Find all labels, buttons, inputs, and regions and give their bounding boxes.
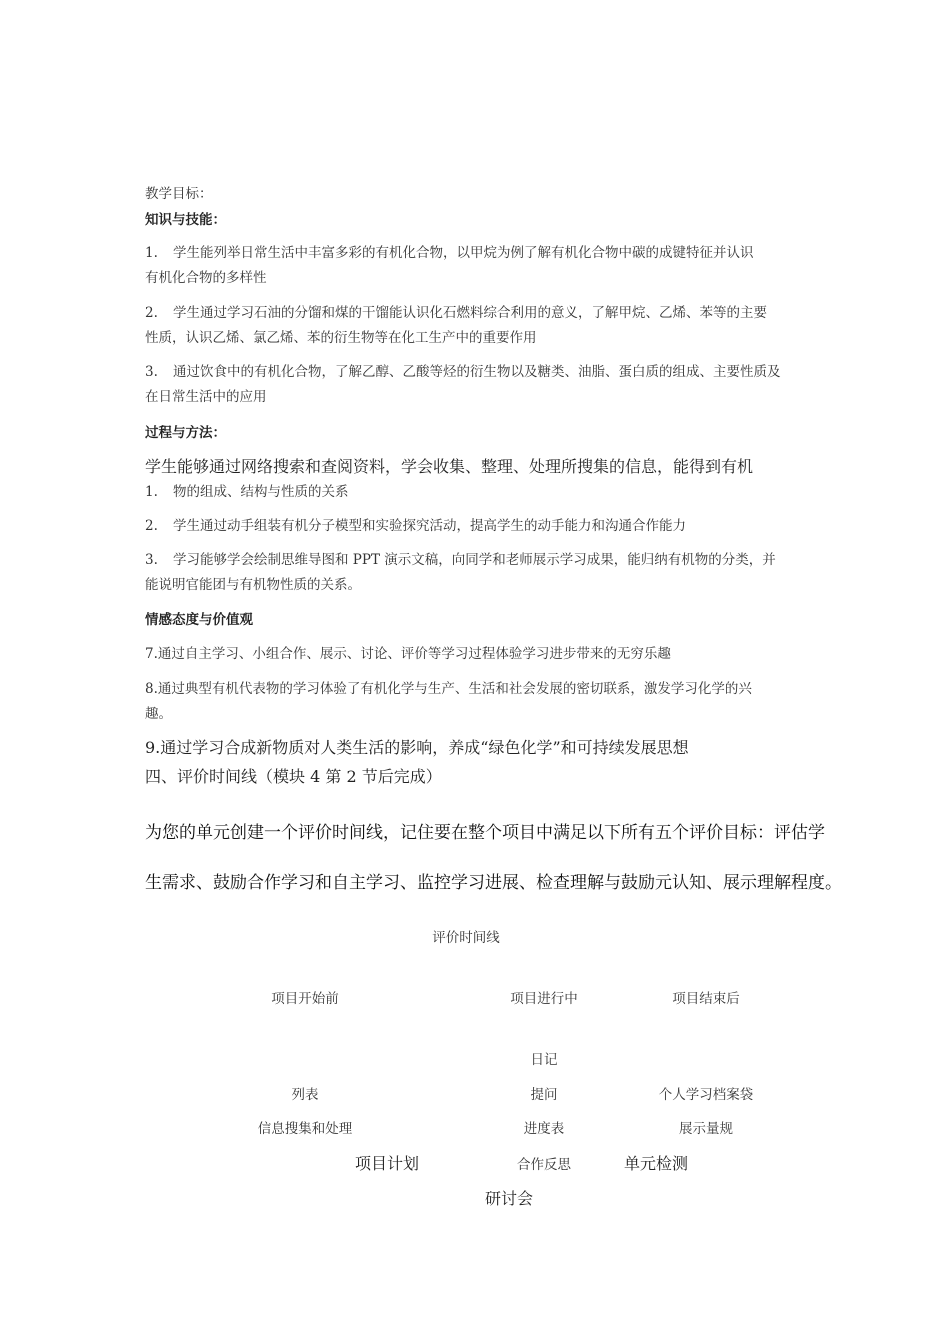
item-number: 3. [145, 552, 158, 568]
item-text: 学生通过学习石油的分馏和煤的干馏能认识化石燃料综合利用的意义，了解甲烷、乙烯、苯等的主要 [173, 305, 767, 321]
timeline-during-item: 提问 [530, 1087, 558, 1103]
timeline-before-item: 项目计划 [354, 1154, 420, 1173]
timeline-before-item: 列表 [291, 1087, 319, 1103]
emotion-item-8-cont: 趣。 [145, 706, 172, 722]
item-number: 3. [145, 364, 158, 380]
knowledge-item-3 [145, 360, 781, 380]
emotion-item-9: 9.通过学习合成新物质对人类生活的影响，养成“绿色化学”和可持续发展思想 [145, 738, 689, 757]
emotion-item-7: 7.通过自主学习、小组合作、展示、讨论、评价等学习过程体验学习进步带来的无穷乐趣 [145, 646, 671, 662]
item-number: 2. [145, 305, 158, 321]
timeline-column-before: 项目开始前 [271, 991, 339, 1007]
timeline-before-item: 信息搜集和处理 [257, 1121, 353, 1137]
item-text: 学生通过动手组装有机分子模型和实验探究活动，提高学生的动手能力和沟通合作能力 [173, 518, 686, 534]
timeline-title: 评价时间线 [432, 930, 500, 946]
process-intro: 学生能够通过网络搜索和查阅资料，学会收集、整理、处理所搜集的信息，能得到有机 [145, 457, 754, 476]
knowledge-item-2 [145, 301, 767, 321]
knowledge-skills-title: 知识与技能： [145, 212, 226, 228]
section-4-title: 四、评价时间线（模块 4 第 2 节后完成） [145, 767, 442, 786]
item-number: 1. [145, 245, 158, 261]
item-number: 1. [145, 484, 158, 500]
process-item-3 [145, 548, 776, 568]
timeline-after-item: 单元检测 [623, 1154, 689, 1173]
knowledge-item-1-cont: 有机化合物的多样性 [145, 270, 267, 286]
knowledge-item-3-cont: 在日常生活中的应用 [145, 389, 267, 405]
section-4-desc-line-1: 为您的单元创建一个评价时间线，记住要在整个项目中满足以下所有五个评价目标：评估学 [145, 823, 825, 843]
timeline-after-item: 展示量规 [679, 1121, 733, 1137]
item-text: 物的组成、结构与性质的关系 [173, 484, 349, 500]
emotion-item-8: 8.通过典型有机代表物的学习体验了有机化学与生产、生活和社会发展的密切联系，激发学习化学的兴 [145, 681, 752, 697]
item-text: 通过饮食中的有机化合物，了解乙醇、乙酸等烃的衍生物以及糖类、油脂、蛋白质的组成、主要性质及 [173, 364, 781, 380]
timeline-during-item: 进度表 [523, 1121, 565, 1137]
section-4-desc-line-2: 生需求、鼓励合作学习和自主学习、监控学习进展、检查理解与鼓励元认知、展示理解程度。 [145, 873, 842, 893]
process-item-3-cont: 能说明官能团与有机物性质的关系。 [145, 577, 361, 593]
item-text: 学习能够学会绘制思维导图和 PPT 演示文稿，向同学和老师展示学习成果，能归纳有机物的分类，并 [173, 552, 776, 568]
goals-heading: 教学目标： [145, 186, 213, 202]
item-text: 学生能列举日常生活中丰富多彩的有机化合物，以甲烷为例了解有机化合物中碳的成键特征并认识 [173, 245, 754, 261]
timeline-bottom-item: 研讨会 [484, 1189, 534, 1208]
knowledge-item-2-cont: 性质，认识乙烯、氯乙烯、苯的衍生物等在化工生产中的重要作用 [145, 330, 537, 346]
timeline-during-item: 合作反思 [517, 1157, 571, 1173]
process-method-title: 过程与方法： [145, 425, 226, 441]
timeline-during-item: 日记 [530, 1052, 558, 1068]
process-item-2 [145, 514, 686, 534]
item-number: 2. [145, 518, 158, 534]
emotion-values-title: 情感态度与价值观 [145, 612, 253, 628]
timeline-after-item: 个人学习档案袋 [658, 1087, 754, 1103]
knowledge-item-1 [145, 241, 754, 261]
timeline-column-after: 项目结束后 [672, 991, 740, 1007]
timeline-column-during: 项目进行中 [510, 991, 578, 1007]
process-item-1 [145, 480, 349, 500]
